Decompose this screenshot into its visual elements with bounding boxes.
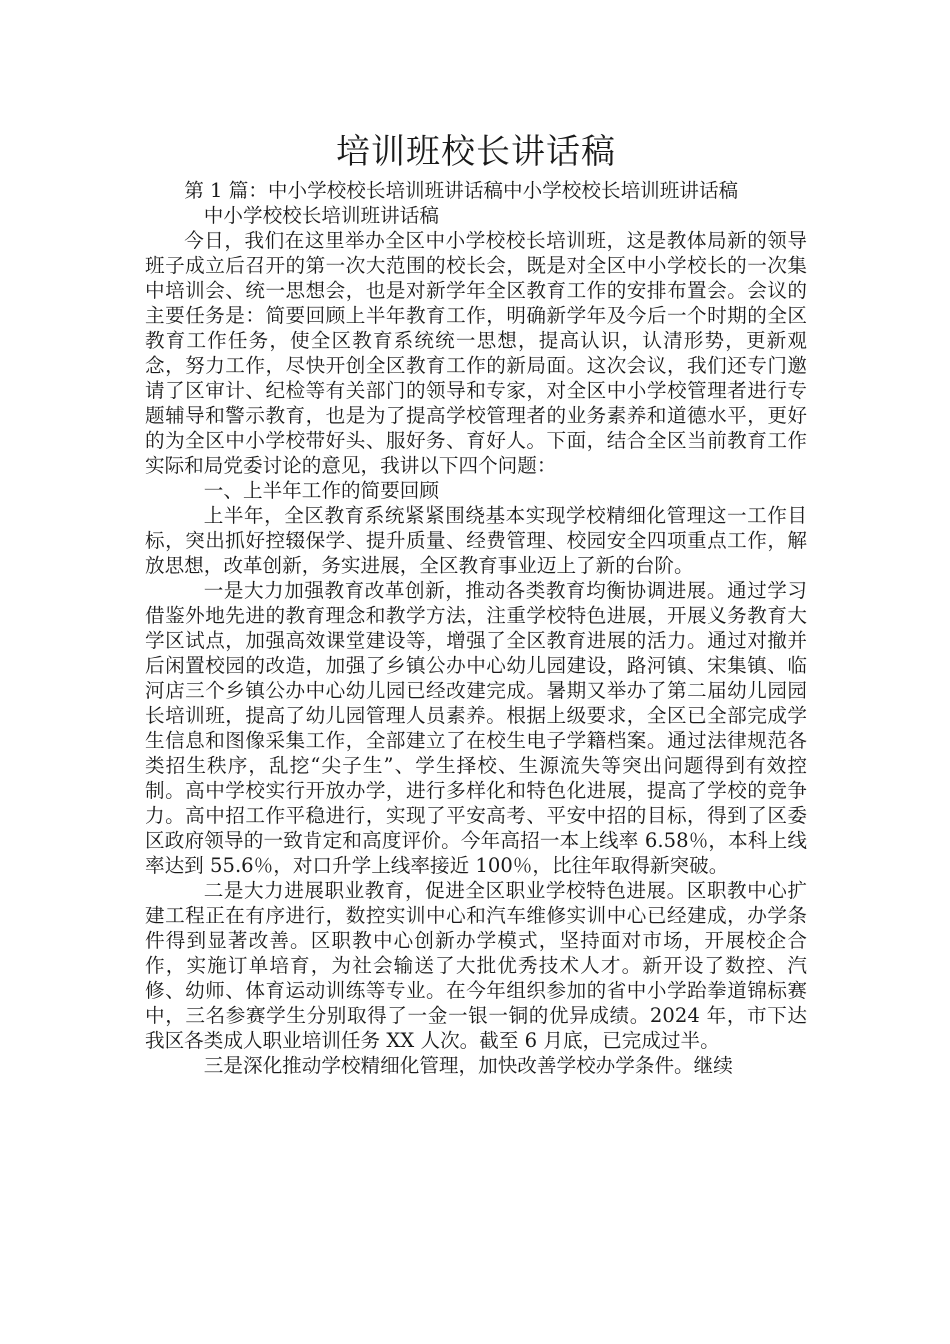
document-title: 培训班校长讲话稿: [336, 132, 616, 172]
speech-title: 中小学校校长培训班讲话稿: [203, 204, 439, 227]
paragraph-reform: 一是大力加强教育改革创新，推动各类教育均衡协调进展。通过学习借鉴外地先进的教育理念和教学方法，注重学校特色进展，开展义务教育大学区试点，加强高效课堂建设等，增强了全区教育进展的活力。通过对撤并后闲置校园的改造，加强了乡镇公办中心幼儿园建设，路河镇、宋集镇、临河店三个乡镇公办中心幼儿园已经改建完成。暑期又举办了第二届幼儿园园长培训班，提高了幼儿园管理人员素养。根据上级要求，全区已全部完成学生信息和图像采集工作，全部建立了在校生电子学籍档案。通过法律规范各类招生秩序，乱挖“尖子生”、学生择校、生源流失等突出问题得到有效控制。高中学校实行开放办学，进行多样化和特色化进展，提高了学校的竞争力。高中招工作平稳进行，实现了平安高考、平安中招的目标，得到了区委区政府领导的一致肯定和高度评价。今年高招一本上线率 6.58％，本科上线率达到 55.6％，对口升学上线率接近 100％，比往年取得新突破。: [145, 579, 807, 877]
paragraph-review: 上半年，全区教育系统紧紧围绕基本实现学校精细化管理这一工作目标，突出抓好控辍保学、提升质量、经费管理、校园安全四项重点工作，解放思想，改革创新，务实进展，全区教育事业迈上了新的台阶。: [145, 504, 807, 577]
section-heading-1: 一、上半年工作的简要回顾: [203, 479, 439, 502]
paragraph-vocational: 二是大力进展职业教育，促进全区职业学校特色进展。区职教中心扩建工程正在有序进行，数控实训中心和汽车维修实训中心已经建成，办学条件得到显著改善。区职教中心创新办学模式，坚持面对市场，开展校企合作，实施订单培育，为社会输送了大批优秀技术人才。新开设了数控、汽修、幼师、体育运动训练等专业。在今年组织参加的省中小学跆拳道锦标赛中，三名参赛学生分别取得了一金一银一铜的优异成绩。2024 年，市下达我区各类成人职业培训任务 XX 人次。截至 6 月底，已完成过半。: [145, 879, 807, 1052]
paragraph-opening: 今日，我们在这里举办全区中小学校校长培训班，这是教体局新的领导班子成立后召开的第一次大范围的校长会，既是对全区中小学校长的一次集中培训会、统一思想会，也是对新学年全区教育工作的安排布置会。会议的主要任务是：简要回顾上半年教育工作，明确新学年及今后一个时期的全区教育工作任务，使全区教育系统统一思想，提高认识，认清形势，更新观念，努力工作，尽快开创全区教育工作的新局面。这次会议，我们还专门邀请了区审计、纪检等有关部门的领导和专家，对全区中小学校管理者进行专题辅导和警示教育，也是为了提高学校管理者的业务素养和道德水平，更好的为全区中小学校带好头、服好务、育好人。下面，结合全区当前教育工作实际和局党委讨论的意见，我讲以下四个问题：: [145, 229, 807, 477]
paragraph-management: 三是深化推动学校精细化管理，加快改善学校办学条件。继续: [203, 1054, 733, 1077]
article-subtitle: 第 1 篇：中小学校校长培训班讲话稿中小学校校长培训班讲话稿: [184, 179, 739, 202]
document-page: [145, 128, 807, 1078]
